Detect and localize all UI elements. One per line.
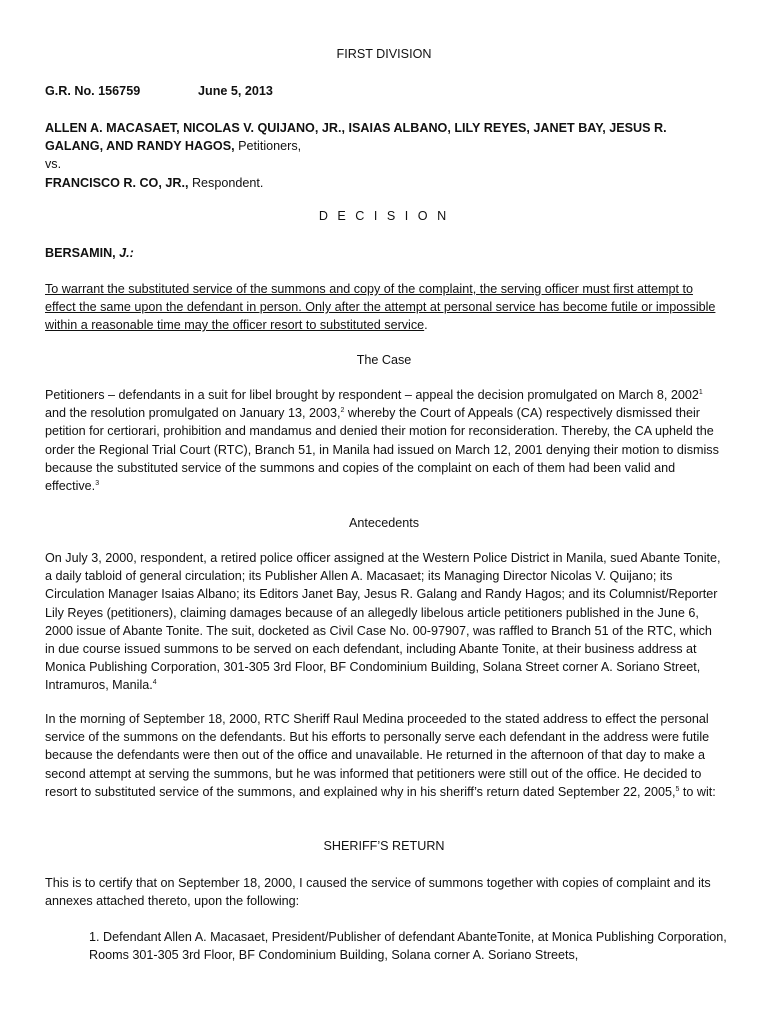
ponente [45, 244, 725, 262]
intro-text: To warrant the substituted service of the summons and copy of the complaint, the serving officer must first attempt to effect the same upon the defendant in person. Only after the attempt at personal service has become futile or impossible within a reasonable time may the officer resort to substituted service [45, 282, 716, 333]
antecedents-text-2-tail: to wit: [679, 784, 716, 799]
case-paragraph [45, 386, 725, 495]
respondent-role: Respondent. [188, 175, 264, 190]
respondent-name: FRANCISCO R. CO, JR., [45, 175, 189, 190]
intro-paragraph [45, 280, 725, 335]
return-list-item-1: 1. Defendant Allen A. Macasaet, President/Publisher of defendant AbanteTonite, at Monica Publishing Corporation, Rooms 301-305 3rd Floor, BF Condominium Building, Solana corner A. Soriano Streets, [89, 930, 727, 963]
footnote-ref-1[interactable]: 1 [698, 389, 703, 396]
return-paragraph: This is to certify that on September 18, 2000, I caused the service of summons together with copies of complaint and its annexes attached thereto, upon the following: [45, 876, 711, 909]
case-text-1: Petitioners – defendants in a suit for libel brought by respondent – appeal the decision promulgated on March 8, 2002 [45, 388, 699, 402]
decision-heading: D E C I S I O N [318, 209, 450, 223]
heading-the-case: The Case [356, 353, 412, 367]
footnote-ref-2[interactable]: 2 [340, 407, 345, 415]
heading-sheriffs-return: SHERIFF’S RETURN [323, 839, 445, 853]
intro-period: . [424, 318, 428, 333]
antecedents-paragraph-1 [45, 549, 725, 695]
case-number: G.R. No. 156759 [45, 84, 141, 98]
antecedents-text-1: On July 3, 2000, respondent, a retired police officer assigned at the Western Police District in Manila, sued Abante Tonite, a daily tabloid of general circulation; its Publisher Allen A. Macasaet; its Managing Director Nicolas V. Quijano; its Circulation Manager Isaias Albano; its Editors Janet Bay, Jesus R. Galang and Randy Hagos; and its Columnist/Reporter Lily Reyes (petitioners), claiming damages because of an allegedly libelous article petitioners published in the June 6, 2000 issue of Abante Tonite. The suit, docketed as Civil Case No. 00-97907, was raffled to Branch 51 of the RTC, which in due course issued summons to be served on each defendant, including Abante Tonite, at their business address at Monica Publishing Corporation, 301-305 3rd Floor, BF Condominium Building, Solana Street corner A. Soriano Street, Intramuros, Manila. [45, 551, 721, 693]
footnote-ref-4[interactable]: 4 [152, 679, 157, 687]
antecedents-text-2: In the morning of September 18, 2000, RTC Sheriff Raul Medina proceeded to the stated address to effect the personal service of the summons on the defendants. But his efforts to personally serve each defendant in the address were futile because the defendants were then out of the office and unavailable. He returned in the afternoon of that day to make a second attempt at serving the summons, but he was informed that petitioners were still out of the office. He decided to resort to substituted service of the summons, and explained why in his sheriff’s return dated September 22, 2005, [45, 712, 710, 799]
parties-block [45, 119, 725, 192]
case-text-2: and the resolution promulgated on January 13, 2003, [45, 406, 341, 421]
case-text-3: whereby the Court of Appeals (CA) respectively dismissed their petition for certiorari, prohibition and mandamus and denied their motion for reconsideration. Thereby, the CA upheld the order the Regional Trial Court (RTC), Branch 51, in Manila had issued on March 12, 2001 denying their motion to dismiss because the substituted service of the summons and copies of the complaint on each of them had been valid and effective. [45, 406, 719, 494]
antecedents-paragraph-2 [45, 710, 725, 801]
division-heading: FIRST DIVISION [336, 47, 432, 61]
petitioners-role: Petitioners, [234, 139, 302, 154]
case-date: June 5, 2013 [198, 84, 273, 98]
versus-label: vs. [45, 157, 62, 172]
ponente-name: BERSAMIN, [45, 246, 116, 260]
case-header [45, 82, 725, 100]
footnote-ref-3[interactable]: 3 [95, 480, 100, 488]
petitioners-names: ALLEN A. MACASAET, NICOLAS V. QUIJANO, JR., ISAIAS ALBANO, LILY REYES, JANET BAY, JESUS R. GALANG, AND RANDY HAGOS, [45, 121, 667, 154]
ponente-title: J.: [115, 246, 134, 260]
heading-antecedents: Antecedents [348, 516, 420, 530]
footnote-ref-5[interactable]: 5 [675, 785, 680, 793]
